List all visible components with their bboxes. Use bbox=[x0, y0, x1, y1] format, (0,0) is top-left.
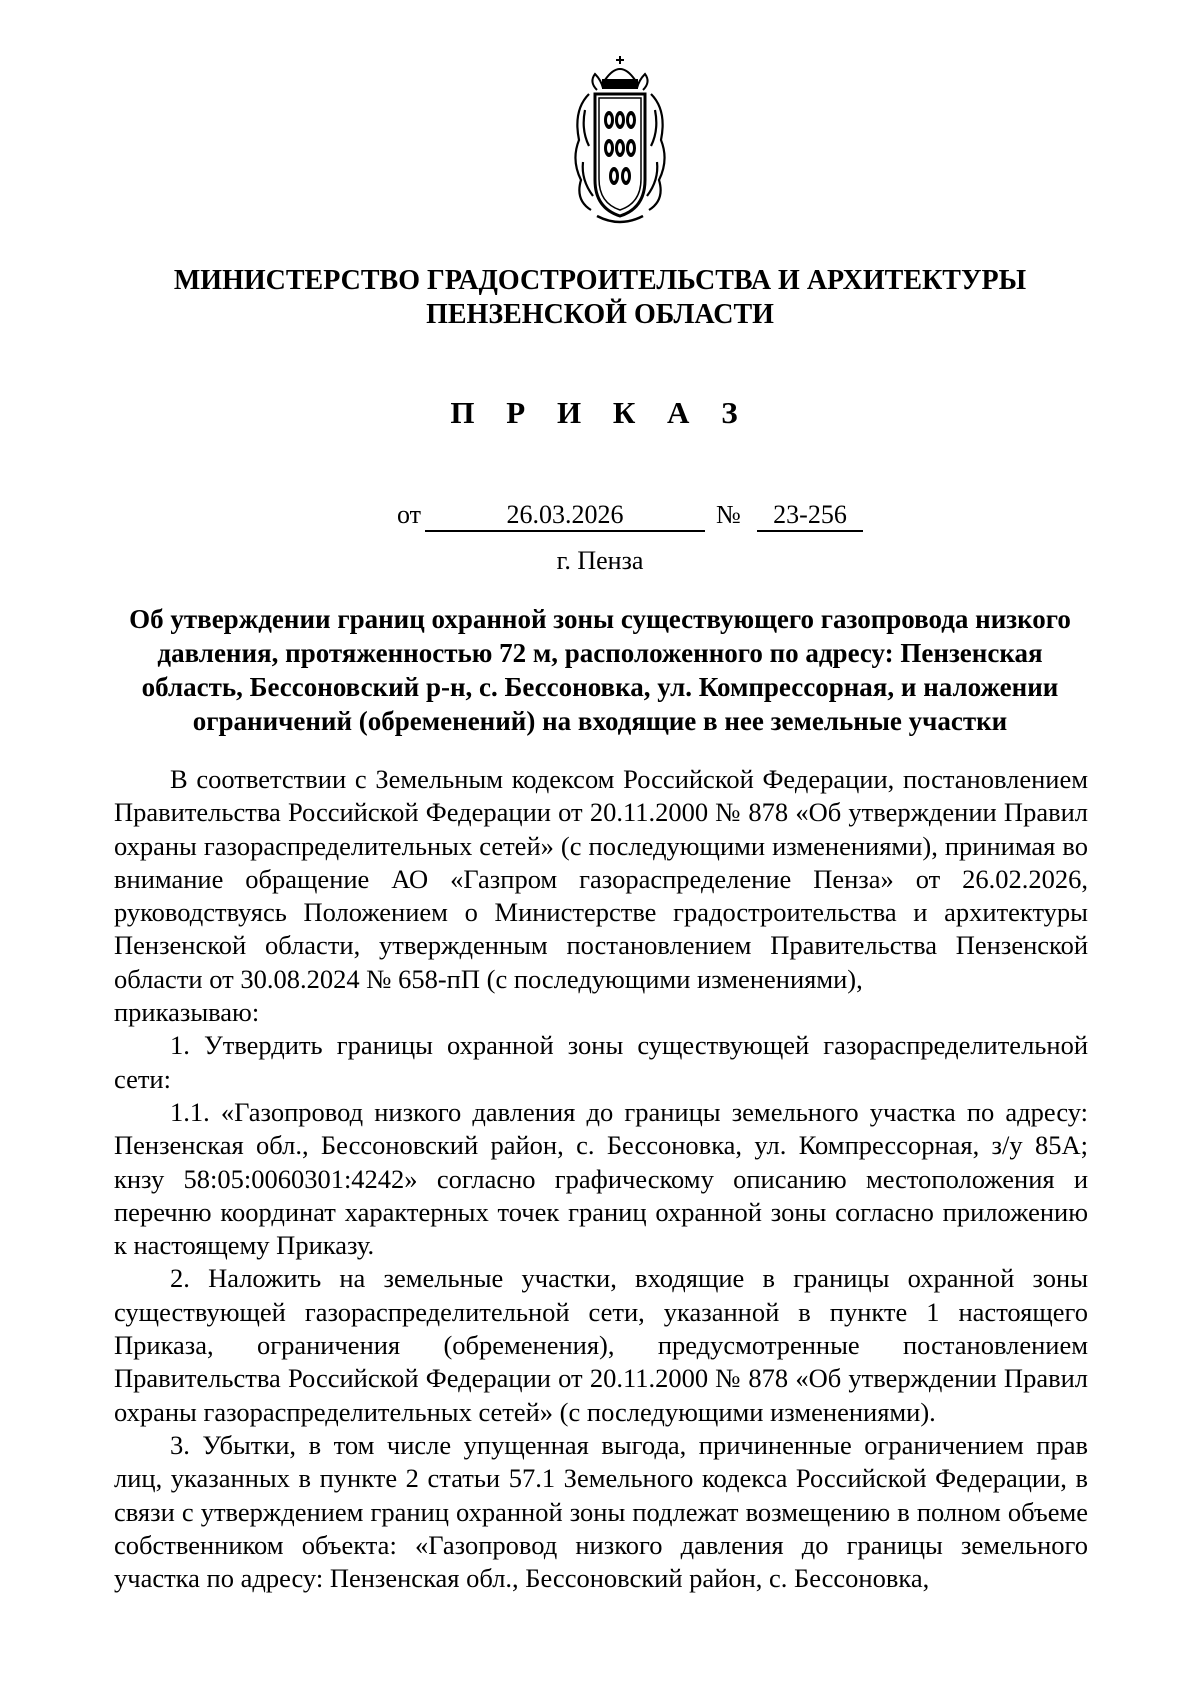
ministry-name bbox=[100, 264, 1100, 332]
number-sign: № bbox=[716, 500, 741, 529]
document-date: 26.03.2026 bbox=[425, 500, 705, 532]
preamble-paragraph: В соответствии с Земельным кодексом Российской Федерации, постановлением Правительства Российской Федерации от 20.11.2000 № 878 «Об утверждении Правил охраны газораспределительных сетей» (с последующими изменениями), принимая во внимание обращение АО «Газпром газораспределение Пенза» от 26.02.2026, руководствуясь Положением о Министерстве градостроительства и архитектуры Пензенской области, утвержденным постановлением Правительства Пензенской области от 30.08.2024 № 658-пП (с последующими изменениями), bbox=[114, 764, 1088, 994]
ministry-name-line2: ПЕНЗЕНСКОЙ ОБЛАСТИ bbox=[426, 299, 774, 330]
document-type-title: П Р И К А З bbox=[450, 395, 750, 430]
item-1-1-paragraph: 1.1. «Газопровод низкого давления до границы земельного участка по адресу: Пензенская обл., Бессоновский район, с. Бессоновка, ул. Компрессорная, з/у 85А; кнзу 58:05:0060301:4242» согласно графическому описанию местоположения и перечню координат характерных точек границ охранной зоны согласно приложению к настоящему Приказу. bbox=[114, 1096, 1088, 1261]
date-number-line bbox=[0, 500, 1200, 536]
item-2-paragraph: 2. Наложить на земельные участки, входящие в границы охранной зоны существующей газораспределительной сети, указанной в пункте 1 настоящего Приказа, ограничения (обременения), предусмотренные постановлением Правительства Российской Федерации от 20.11.2000 № 878 «Об утверждении Правил охраны газораспределительных сетей» (с последующими изменениями). bbox=[114, 1263, 1088, 1427]
document-number: 23-256 bbox=[757, 500, 863, 532]
date-prefix: от bbox=[397, 500, 422, 529]
order-word: приказываю: bbox=[114, 997, 260, 1028]
ministry-name-line1: МИНИСТЕРСТВО ГРАДОСТРОИТЕЛЬСТВА И АРХИТЕКТУРЫ bbox=[173, 265, 1027, 296]
item-1-paragraph: 1. Утвердить границы охранной зоны существующей газораспределительной сети: bbox=[114, 1030, 1088, 1094]
item-3-paragraph: 3. Убытки, в том числе упущенная выгода, причиненные ограничением прав лиц, указанных в пункте 2 статьи 57.1 Земельного кодекса Российской Федерации, в связи с утверждением границ охранной зоны подлежат возмещению в полном объеме собственником объекта: «Газопровод низкого давления до границы земельного участка по адресу: Пензенская обл., Бессоновский район, с. Бессоновка, bbox=[114, 1429, 1088, 1594]
document-subject: Об утверждении границ охранной зоны существующего газопровода низкого давления, протяженностью 72 м, расположенного по адресу: Пензенская область, Бессоновский р-н, с. Бессоновка, ул. Компрессорная, и наложении ограничений (обременений) на входящие в нее земельные участки bbox=[129, 604, 1071, 736]
city-name: г. Пенза bbox=[556, 546, 644, 575]
coat-of-arms-icon bbox=[567, 50, 673, 230]
document-body bbox=[114, 763, 1088, 1595]
